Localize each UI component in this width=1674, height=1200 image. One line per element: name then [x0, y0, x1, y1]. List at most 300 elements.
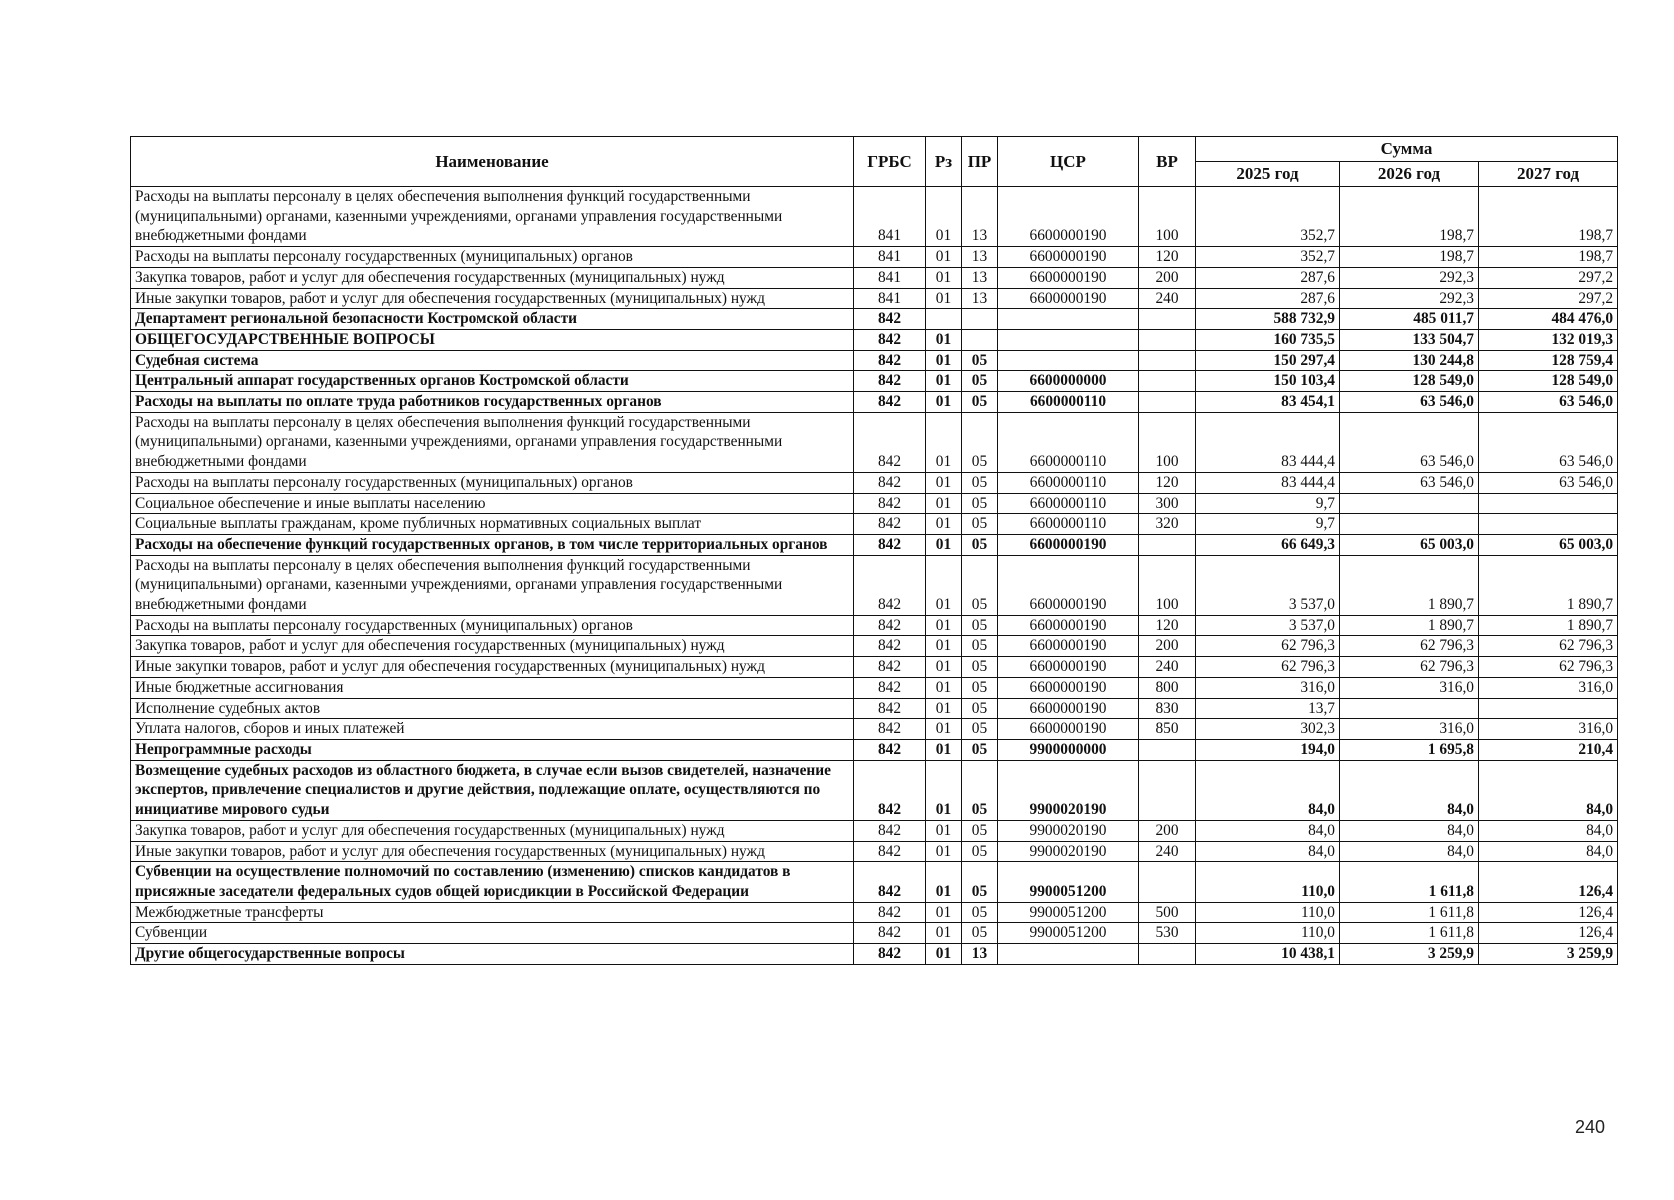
cell-name: Субвенции: [131, 923, 854, 944]
cell-grbs: 842: [854, 472, 926, 493]
cell-2026: 133 504,7: [1340, 329, 1479, 350]
cell-pr: 05: [962, 739, 998, 760]
cell-name: Возмещение судебных расходов из областного бюджета, в случае если вызов свидетелей, назначение экспертов, привлечение специалистов и другие действия, подлежащие оплате, осуществляются по инициативе мирового судьи: [131, 760, 854, 820]
header-year-2027: 2027 год: [1479, 162, 1618, 187]
cell-2025: 3 537,0: [1196, 555, 1340, 615]
cell-2025: 194,0: [1196, 739, 1340, 760]
table-row: [131, 555, 1618, 615]
cell-2026: 62 796,3: [1340, 657, 1479, 678]
table-row: [131, 350, 1618, 371]
cell-rz: 01: [926, 371, 962, 392]
table-row: [131, 371, 1618, 392]
cell-vr: [1139, 862, 1196, 902]
cell-2026: 130 244,8: [1340, 350, 1479, 371]
cell-pr: 05: [962, 862, 998, 902]
cell-rz: 01: [926, 472, 962, 493]
cell-rz: 01: [926, 923, 962, 944]
cell-pr: 05: [962, 677, 998, 698]
cell-2027: 316,0: [1479, 677, 1618, 698]
cell-rz: 01: [926, 944, 962, 965]
cell-rz: 01: [926, 247, 962, 268]
cell-csr: 6600000190: [998, 267, 1139, 288]
cell-2025: 287,6: [1196, 288, 1340, 309]
cell-vr: 320: [1139, 514, 1196, 535]
cell-grbs: 842: [854, 392, 926, 413]
cell-2026: 1 890,7: [1340, 555, 1479, 615]
cell-pr: 05: [962, 841, 998, 862]
cell-2027: 297,2: [1479, 288, 1618, 309]
cell-name: Иные закупки товаров, работ и услуг для обеспечения государственных (муниципальных) нужд: [131, 841, 854, 862]
table-row: [131, 677, 1618, 698]
cell-pr: 13: [962, 288, 998, 309]
table-row: [131, 267, 1618, 288]
cell-pr: 05: [962, 412, 998, 472]
cell-vr: 500: [1139, 902, 1196, 923]
cell-rz: 01: [926, 288, 962, 309]
cell-vr: 240: [1139, 288, 1196, 309]
cell-pr: 05: [962, 534, 998, 555]
cell-2027: 126,4: [1479, 902, 1618, 923]
cell-2027: 126,4: [1479, 923, 1618, 944]
cell-name: ОБЩЕГОСУДАРСТВЕННЫЕ ВОПРОСЫ: [131, 329, 854, 350]
cell-vr: 850: [1139, 719, 1196, 740]
cell-2026: 63 546,0: [1340, 472, 1479, 493]
cell-name: Социальные выплаты гражданам, кроме публичных нормативных социальных выплат: [131, 514, 854, 535]
cell-csr: [998, 329, 1139, 350]
cell-2027: [1479, 698, 1618, 719]
table-row: [131, 534, 1618, 555]
table-row: [131, 472, 1618, 493]
cell-rz: 01: [926, 760, 962, 820]
cell-2027: 84,0: [1479, 841, 1618, 862]
cell-grbs: 842: [854, 677, 926, 698]
cell-rz: 01: [926, 902, 962, 923]
cell-2025: 287,6: [1196, 267, 1340, 288]
cell-vr: [1139, 329, 1196, 350]
cell-2025: 352,7: [1196, 187, 1340, 247]
cell-rz: 01: [926, 698, 962, 719]
cell-csr: 9900020190: [998, 841, 1139, 862]
cell-2026: 3 259,9: [1340, 944, 1479, 965]
cell-pr: [962, 329, 998, 350]
cell-csr: 6600000190: [998, 534, 1139, 555]
cell-name: Закупка товаров, работ и услуг для обеспечения государственных (муниципальных) нужд: [131, 267, 854, 288]
cell-2026: 63 546,0: [1340, 412, 1479, 472]
table-row: [131, 841, 1618, 862]
cell-2025: 110,0: [1196, 862, 1340, 902]
cell-pr: 05: [962, 392, 998, 413]
cell-vr: 200: [1139, 267, 1196, 288]
cell-pr: 05: [962, 493, 998, 514]
cell-grbs: 842: [854, 719, 926, 740]
cell-pr: 05: [962, 820, 998, 841]
table-row: [131, 902, 1618, 923]
cell-2026: [1340, 698, 1479, 719]
cell-2025: 83 444,4: [1196, 412, 1340, 472]
cell-2027: 3 259,9: [1479, 944, 1618, 965]
cell-name: Расходы на обеспечение функций государственных органов, в том числе территориальных органов: [131, 534, 854, 555]
cell-name: Уплата налогов, сборов и иных платежей: [131, 719, 854, 740]
cell-2026: 316,0: [1340, 719, 1479, 740]
cell-vr: 200: [1139, 820, 1196, 841]
table-row: [131, 288, 1618, 309]
cell-2026: 128 549,0: [1340, 371, 1479, 392]
cell-name: Департамент региональной безопасности Костромской области: [131, 309, 854, 330]
cell-2025: 10 438,1: [1196, 944, 1340, 965]
cell-csr: 6600000110: [998, 392, 1139, 413]
table-row: [131, 719, 1618, 740]
cell-2025: 110,0: [1196, 923, 1340, 944]
cell-vr: [1139, 350, 1196, 371]
cell-csr: 6600000190: [998, 677, 1139, 698]
cell-csr: 9900000000: [998, 739, 1139, 760]
cell-2026: [1340, 514, 1479, 535]
cell-name: Расходы на выплаты персоналу в целях обеспечения выполнения функций государственными (муниципальными) органами, казенными учреждениями, органами управления государственными внебюджетными фондами: [131, 187, 854, 247]
cell-2025: 84,0: [1196, 820, 1340, 841]
cell-grbs: 841: [854, 267, 926, 288]
header-sum: Сумма: [1196, 137, 1618, 162]
cell-2025: 316,0: [1196, 677, 1340, 698]
cell-2027: 84,0: [1479, 820, 1618, 841]
cell-csr: 6600000110: [998, 514, 1139, 535]
cell-pr: 05: [962, 615, 998, 636]
cell-2026: 1 611,8: [1340, 902, 1479, 923]
table-row: [131, 493, 1618, 514]
cell-grbs: 841: [854, 288, 926, 309]
cell-2025: 110,0: [1196, 902, 1340, 923]
cell-2027: 198,7: [1479, 187, 1618, 247]
cell-pr: [962, 309, 998, 330]
table-body: [131, 187, 1618, 965]
cell-rz: 01: [926, 862, 962, 902]
table-row: [131, 760, 1618, 820]
cell-vr: 100: [1139, 187, 1196, 247]
cell-grbs: 842: [854, 534, 926, 555]
cell-2025: 66 649,3: [1196, 534, 1340, 555]
cell-name: Субвенции на осуществление полномочий по составлению (изменению) списков кандидатов в присяжные заседатели федеральных судов общей юрисдикции в Российской Федерации: [131, 862, 854, 902]
cell-rz: 01: [926, 636, 962, 657]
cell-rz: 01: [926, 841, 962, 862]
cell-csr: 9900020190: [998, 820, 1139, 841]
cell-2026: 292,3: [1340, 267, 1479, 288]
cell-2026: 1 695,8: [1340, 739, 1479, 760]
cell-vr: [1139, 760, 1196, 820]
cell-grbs: 842: [854, 615, 926, 636]
cell-name: Судебная система: [131, 350, 854, 371]
table-row: [131, 392, 1618, 413]
cell-grbs: 842: [854, 657, 926, 678]
cell-grbs: 842: [854, 698, 926, 719]
cell-2027: 84,0: [1479, 760, 1618, 820]
cell-2027: 63 546,0: [1479, 412, 1618, 472]
table-row: [131, 187, 1618, 247]
table-row: [131, 247, 1618, 268]
cell-vr: 530: [1139, 923, 1196, 944]
cell-rz: 01: [926, 657, 962, 678]
header-vr: ВР: [1139, 137, 1196, 187]
cell-csr: 6600000190: [998, 247, 1139, 268]
cell-vr: [1139, 534, 1196, 555]
cell-rz: 01: [926, 493, 962, 514]
cell-2026: [1340, 493, 1479, 514]
cell-pr: 13: [962, 247, 998, 268]
table-row: [131, 944, 1618, 965]
cell-pr: 13: [962, 187, 998, 247]
cell-vr: 830: [1139, 698, 1196, 719]
cell-pr: 05: [962, 350, 998, 371]
cell-2026: 65 003,0: [1340, 534, 1479, 555]
table-row: [131, 514, 1618, 535]
cell-2025: 62 796,3: [1196, 636, 1340, 657]
cell-name: Закупка товаров, работ и услуг для обеспечения государственных (муниципальных) нужд: [131, 820, 854, 841]
cell-csr: 9900051200: [998, 862, 1139, 902]
cell-rz: 01: [926, 820, 962, 841]
cell-grbs: 842: [854, 820, 926, 841]
cell-2025: 83 444,4: [1196, 472, 1340, 493]
cell-2027: 297,2: [1479, 267, 1618, 288]
cell-pr: 05: [962, 923, 998, 944]
table-row: [131, 862, 1618, 902]
cell-2027: 63 546,0: [1479, 472, 1618, 493]
table-row: [131, 615, 1618, 636]
cell-csr: 6600000190: [998, 636, 1139, 657]
cell-rz: [926, 309, 962, 330]
cell-vr: [1139, 944, 1196, 965]
table-row: [131, 412, 1618, 472]
cell-pr: 05: [962, 514, 998, 535]
cell-vr: 800: [1139, 677, 1196, 698]
cell-rz: 01: [926, 534, 962, 555]
cell-name: Межбюджетные трансферты: [131, 902, 854, 923]
cell-pr: 05: [962, 636, 998, 657]
cell-rz: 01: [926, 615, 962, 636]
cell-2026: 1 611,8: [1340, 923, 1479, 944]
header-year-2025: 2025 год: [1196, 162, 1340, 187]
table-row: [131, 329, 1618, 350]
cell-name: Другие общегосударственные вопросы: [131, 944, 854, 965]
cell-2026: 198,7: [1340, 187, 1479, 247]
cell-2025: 83 454,1: [1196, 392, 1340, 413]
cell-2027: 63 546,0: [1479, 392, 1618, 413]
cell-2025: 84,0: [1196, 841, 1340, 862]
cell-csr: 6600000000: [998, 371, 1139, 392]
cell-csr: 6600000190: [998, 698, 1139, 719]
cell-name: Иные закупки товаров, работ и услуг для обеспечения государственных (муниципальных) нужд: [131, 657, 854, 678]
cell-2025: 84,0: [1196, 760, 1340, 820]
cell-grbs: 842: [854, 412, 926, 472]
cell-grbs: 842: [854, 902, 926, 923]
cell-pr: 05: [962, 902, 998, 923]
cell-2025: 9,7: [1196, 514, 1340, 535]
cell-2027: 484 476,0: [1479, 309, 1618, 330]
cell-2025: 588 732,9: [1196, 309, 1340, 330]
cell-name: Расходы на выплаты персоналу государственных (муниципальных) органов: [131, 472, 854, 493]
table-row: [131, 636, 1618, 657]
cell-vr: 300: [1139, 493, 1196, 514]
cell-vr: 200: [1139, 636, 1196, 657]
cell-grbs: 842: [854, 923, 926, 944]
table-row: [131, 820, 1618, 841]
cell-pr: 05: [962, 472, 998, 493]
cell-2026: 198,7: [1340, 247, 1479, 268]
cell-vr: [1139, 739, 1196, 760]
page-number: 240: [1575, 1117, 1606, 1137]
cell-csr: 6600000190: [998, 555, 1139, 615]
cell-pr: 05: [962, 371, 998, 392]
cell-rz: 01: [926, 267, 962, 288]
cell-vr: 100: [1139, 412, 1196, 472]
cell-vr: 120: [1139, 472, 1196, 493]
cell-2025: 150 103,4: [1196, 371, 1340, 392]
cell-grbs: 842: [854, 493, 926, 514]
cell-csr: [998, 350, 1139, 371]
cell-name: Расходы на выплаты персоналу в целях обеспечения выполнения функций государственными (муниципальными) органами, казенными учреждениями, органами управления государственными внебюджетными фондами: [131, 412, 854, 472]
cell-2027: 210,4: [1479, 739, 1618, 760]
cell-name: Расходы на выплаты персоналу государственных (муниципальных) органов: [131, 247, 854, 268]
cell-grbs: 842: [854, 944, 926, 965]
cell-name: Закупка товаров, работ и услуг для обеспечения государственных (муниципальных) нужд: [131, 636, 854, 657]
cell-2026: 84,0: [1340, 760, 1479, 820]
cell-2026: 84,0: [1340, 820, 1479, 841]
cell-pr: 05: [962, 555, 998, 615]
header-rz: Рз: [926, 137, 962, 187]
cell-csr: 6600000190: [998, 657, 1139, 678]
cell-vr: 240: [1139, 841, 1196, 862]
cell-2025: 9,7: [1196, 493, 1340, 514]
cell-2027: 128 549,0: [1479, 371, 1618, 392]
cell-grbs: 842: [854, 514, 926, 535]
cell-vr: 120: [1139, 615, 1196, 636]
cell-2026: 316,0: [1340, 677, 1479, 698]
cell-grbs: 842: [854, 350, 926, 371]
header-row: [131, 137, 1618, 162]
cell-rz: 01: [926, 719, 962, 740]
cell-2027: 126,4: [1479, 862, 1618, 902]
cell-pr: 13: [962, 267, 998, 288]
budget-table: [130, 136, 1618, 965]
cell-csr: 6600000110: [998, 493, 1139, 514]
cell-rz: 01: [926, 392, 962, 413]
cell-2027: 316,0: [1479, 719, 1618, 740]
table-row: [131, 923, 1618, 944]
cell-2025: 302,3: [1196, 719, 1340, 740]
cell-2025: 352,7: [1196, 247, 1340, 268]
cell-2026: 84,0: [1340, 841, 1479, 862]
cell-csr: [998, 944, 1139, 965]
cell-2027: 1 890,7: [1479, 555, 1618, 615]
cell-grbs: 842: [854, 739, 926, 760]
cell-2026: 62 796,3: [1340, 636, 1479, 657]
cell-name: Расходы на выплаты по оплате труда работников государственных органов: [131, 392, 854, 413]
cell-pr: 05: [962, 657, 998, 678]
table-row: [131, 657, 1618, 678]
cell-rz: 01: [926, 350, 962, 371]
cell-2025: 160 735,5: [1196, 329, 1340, 350]
cell-grbs: 842: [854, 371, 926, 392]
cell-2027: [1479, 514, 1618, 535]
cell-csr: 6600000110: [998, 412, 1139, 472]
cell-2025: 62 796,3: [1196, 657, 1340, 678]
cell-grbs: 842: [854, 555, 926, 615]
cell-csr: 6600000190: [998, 288, 1139, 309]
cell-grbs: 842: [854, 329, 926, 350]
cell-grbs: 842: [854, 760, 926, 820]
cell-grbs: 842: [854, 841, 926, 862]
cell-name: Расходы на выплаты персоналу государственных (муниципальных) органов: [131, 615, 854, 636]
cell-2027: 1 890,7: [1479, 615, 1618, 636]
cell-grbs: 842: [854, 309, 926, 330]
cell-vr: [1139, 392, 1196, 413]
cell-csr: 9900051200: [998, 923, 1139, 944]
cell-pr: 05: [962, 760, 998, 820]
cell-rz: 01: [926, 677, 962, 698]
cell-csr: 6600000110: [998, 472, 1139, 493]
cell-rz: 01: [926, 514, 962, 535]
cell-name: Исполнение судебных актов: [131, 698, 854, 719]
cell-grbs: 842: [854, 862, 926, 902]
cell-2025: 13,7: [1196, 698, 1340, 719]
cell-pr: 05: [962, 719, 998, 740]
cell-vr: 100: [1139, 555, 1196, 615]
cell-2025: 3 537,0: [1196, 615, 1340, 636]
cell-2027: 65 003,0: [1479, 534, 1618, 555]
header-name: Наименование: [131, 137, 854, 187]
cell-2026: 63 546,0: [1340, 392, 1479, 413]
cell-rz: 01: [926, 329, 962, 350]
cell-csr: [998, 309, 1139, 330]
cell-2027: [1479, 493, 1618, 514]
cell-vr: [1139, 371, 1196, 392]
cell-csr: 9900051200: [998, 902, 1139, 923]
cell-vr: 120: [1139, 247, 1196, 268]
table-row: [131, 739, 1618, 760]
cell-name: Иные бюджетные ассигнования: [131, 677, 854, 698]
cell-2025: 150 297,4: [1196, 350, 1340, 371]
cell-grbs: 841: [854, 247, 926, 268]
cell-grbs: 841: [854, 187, 926, 247]
cell-pr: 13: [962, 944, 998, 965]
header-csr: ЦСР: [998, 137, 1139, 187]
cell-pr: 05: [962, 698, 998, 719]
cell-name: Центральный аппарат государственных органов Костромской области: [131, 371, 854, 392]
cell-name: Социальное обеспечение и иные выплаты населению: [131, 493, 854, 514]
cell-2027: 62 796,3: [1479, 657, 1618, 678]
cell-2027: 62 796,3: [1479, 636, 1618, 657]
cell-2026: 485 011,7: [1340, 309, 1479, 330]
cell-2026: 1 611,8: [1340, 862, 1479, 902]
header-grbs: ГРБС: [854, 137, 926, 187]
header-pr: ПР: [962, 137, 998, 187]
cell-2027: 198,7: [1479, 247, 1618, 268]
cell-rz: 01: [926, 187, 962, 247]
cell-grbs: 842: [854, 636, 926, 657]
cell-csr: 6600000190: [998, 615, 1139, 636]
cell-2027: 128 759,4: [1479, 350, 1618, 371]
cell-name: Расходы на выплаты персоналу в целях обеспечения выполнения функций государственными (муниципальными) органами, казенными учреждениями, органами управления государственными внебюджетными фондами: [131, 555, 854, 615]
cell-csr: 9900020190: [998, 760, 1139, 820]
table-row: [131, 309, 1618, 330]
cell-name: Непрограммные расходы: [131, 739, 854, 760]
cell-name: Иные закупки товаров, работ и услуг для обеспечения государственных (муниципальных) нужд: [131, 288, 854, 309]
table-row: [131, 698, 1618, 719]
cell-rz: 01: [926, 555, 962, 615]
cell-2026: 292,3: [1340, 288, 1479, 309]
cell-csr: 6600000190: [998, 187, 1139, 247]
cell-vr: [1139, 309, 1196, 330]
cell-rz: 01: [926, 412, 962, 472]
header-year-2026: 2026 год: [1340, 162, 1479, 187]
cell-2027: 132 019,3: [1479, 329, 1618, 350]
